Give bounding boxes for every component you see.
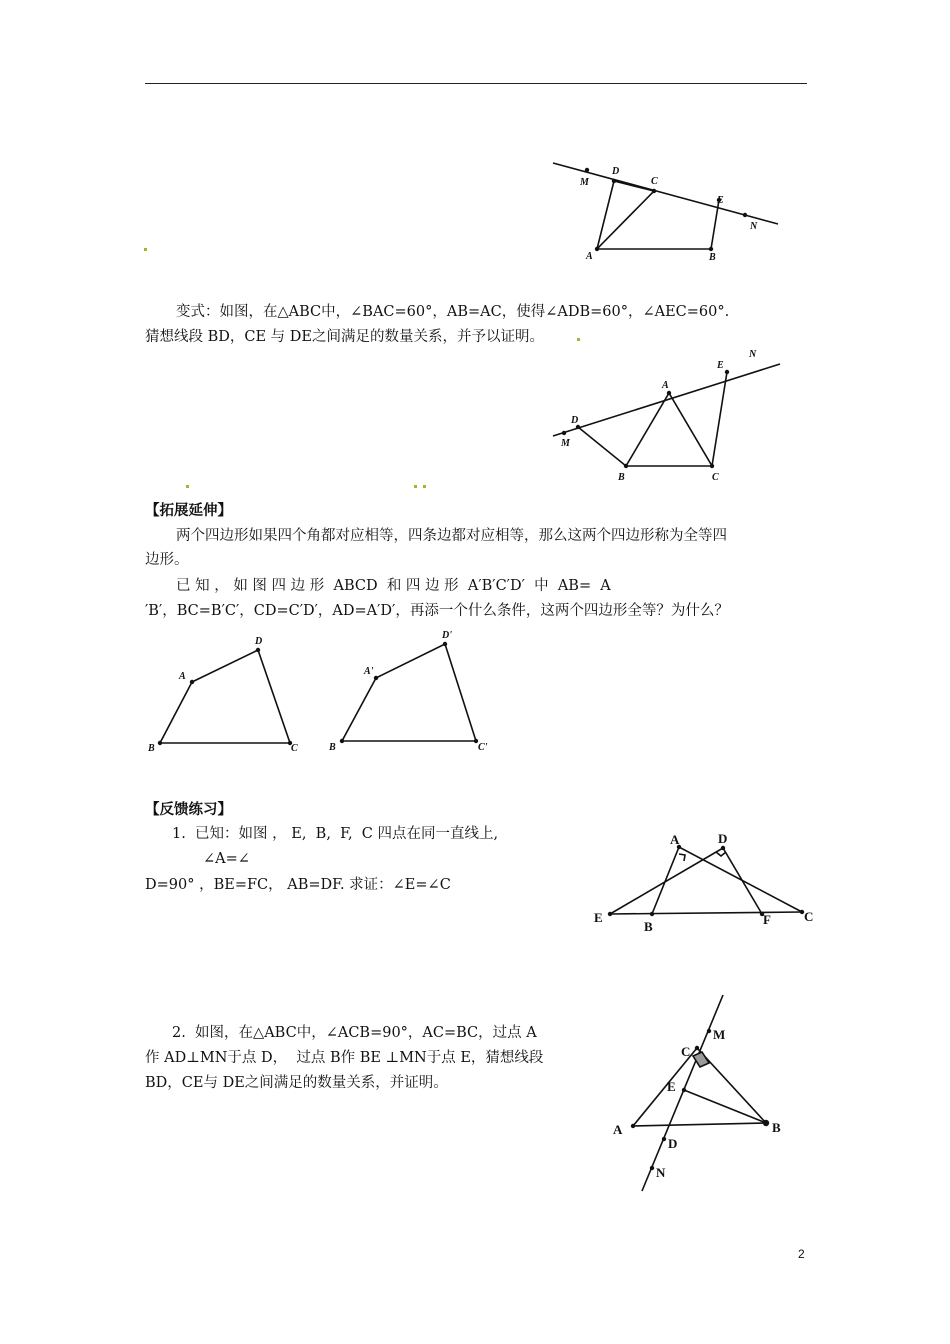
label-e: E <box>667 1079 676 1094</box>
section-heading-extension: 【拓展延伸】 <box>145 502 232 519</box>
label-m: M <box>580 177 589 188</box>
label-f: F <box>763 912 771 927</box>
page-number: 2 <box>798 1247 805 1261</box>
header-rule <box>145 83 807 84</box>
label-n: N <box>750 221 758 232</box>
label-c: C <box>681 1044 691 1059</box>
marker-dot <box>577 338 580 341</box>
extension-line-2: 边形。 <box>145 552 189 568</box>
label-e: E <box>717 195 724 206</box>
marker-dot <box>186 485 189 488</box>
label-e: E <box>717 360 724 371</box>
label-a: A <box>670 832 680 847</box>
label-b: B <box>709 252 716 263</box>
label-b: B <box>148 743 155 754</box>
variant-line-1: 变式：如图，在△ABC中，∠BAC=60°，AB=AC，使得∠ADB=60°，∠AEC=60°. <box>176 304 730 320</box>
label-n: N <box>656 1165 666 1180</box>
label-c: C <box>804 909 814 924</box>
label-d: D <box>255 636 263 647</box>
label-a: A <box>662 380 669 391</box>
feedback-q2-line-1: 2. 如图，在△ABC中，∠ACB=90°，AC=BC，过点 A <box>172 1025 537 1041</box>
label-d: D <box>612 166 620 177</box>
figure-line-mn-triangle-2 <box>550 345 790 490</box>
label-d: D <box>571 415 579 426</box>
marker-dot <box>414 485 417 488</box>
label-b: B <box>644 919 653 934</box>
figure-feedback-2 <box>605 990 805 1195</box>
label-d: D <box>718 831 728 846</box>
figure-quadrilateral-a-b-c-d-prime <box>325 625 505 760</box>
label-a: A <box>613 1122 623 1137</box>
label-a-prime: A' <box>364 666 374 677</box>
label-c-prime: C' <box>478 742 488 753</box>
feedback-q1-line-3: D=90° ，BE=FC， AB=DF. 求证：∠E=∠C <box>145 877 451 893</box>
label-n: N <box>749 349 757 360</box>
label-e: E <box>594 910 603 925</box>
extension-line-4: ′B′，BC=B′C′，CD=C′D′，AD=A′D′，再添一个什么条件，这两个四边形全等？为什么？ <box>145 603 729 619</box>
figure-feedback-1 <box>590 828 825 938</box>
label-b: B <box>329 742 336 753</box>
label-d-prime: D' <box>442 630 452 641</box>
extension-line-3: 已 知 ， 如 图 四 边 形 ABCD 和 四 边 形 A′B′C′D′ 中 AB= A <box>176 578 611 594</box>
label-b: B <box>772 1120 781 1135</box>
label-c: C <box>712 472 719 483</box>
extension-line-1: 两个四边形如果四个角都对应相等，四条边都对应相等，那么这两个四边形称为全等四 <box>176 528 727 544</box>
feedback-q2-line-3: BD，CE与 DE之间满足的数量关系，并证明。 <box>145 1075 448 1091</box>
label-m: M <box>713 1027 726 1042</box>
label-a: A <box>586 251 593 262</box>
feedback-q1-line-1: 1. 已知：如图 ， E, B, F, C 四点在同一直线上, <box>172 826 499 842</box>
label-m: M <box>561 438 570 449</box>
label-c: C <box>651 176 658 187</box>
label-a: A <box>179 671 186 682</box>
figure-line-mn-triangle-1 <box>550 150 790 270</box>
feedback-q2-line-2: 作 AD⊥MN于点 D， 过点 B作 BE ⊥MN于点 E，猜想线段 <box>145 1050 544 1066</box>
section-heading-feedback: 【反馈练习】 <box>145 801 232 818</box>
variant-line-2: 猜想线段 BD，CE 与 DE之间满足的数量关系，并予以证明。 <box>145 329 544 345</box>
feedback-q1-line-2: ∠A=∠ <box>203 851 250 867</box>
figure-quadrilateral-abcd <box>145 632 315 762</box>
label-d: D <box>668 1136 678 1151</box>
label-c: C <box>291 743 298 754</box>
marker-dot <box>144 248 147 251</box>
label-b: B <box>618 472 625 483</box>
marker-dot <box>423 485 426 488</box>
